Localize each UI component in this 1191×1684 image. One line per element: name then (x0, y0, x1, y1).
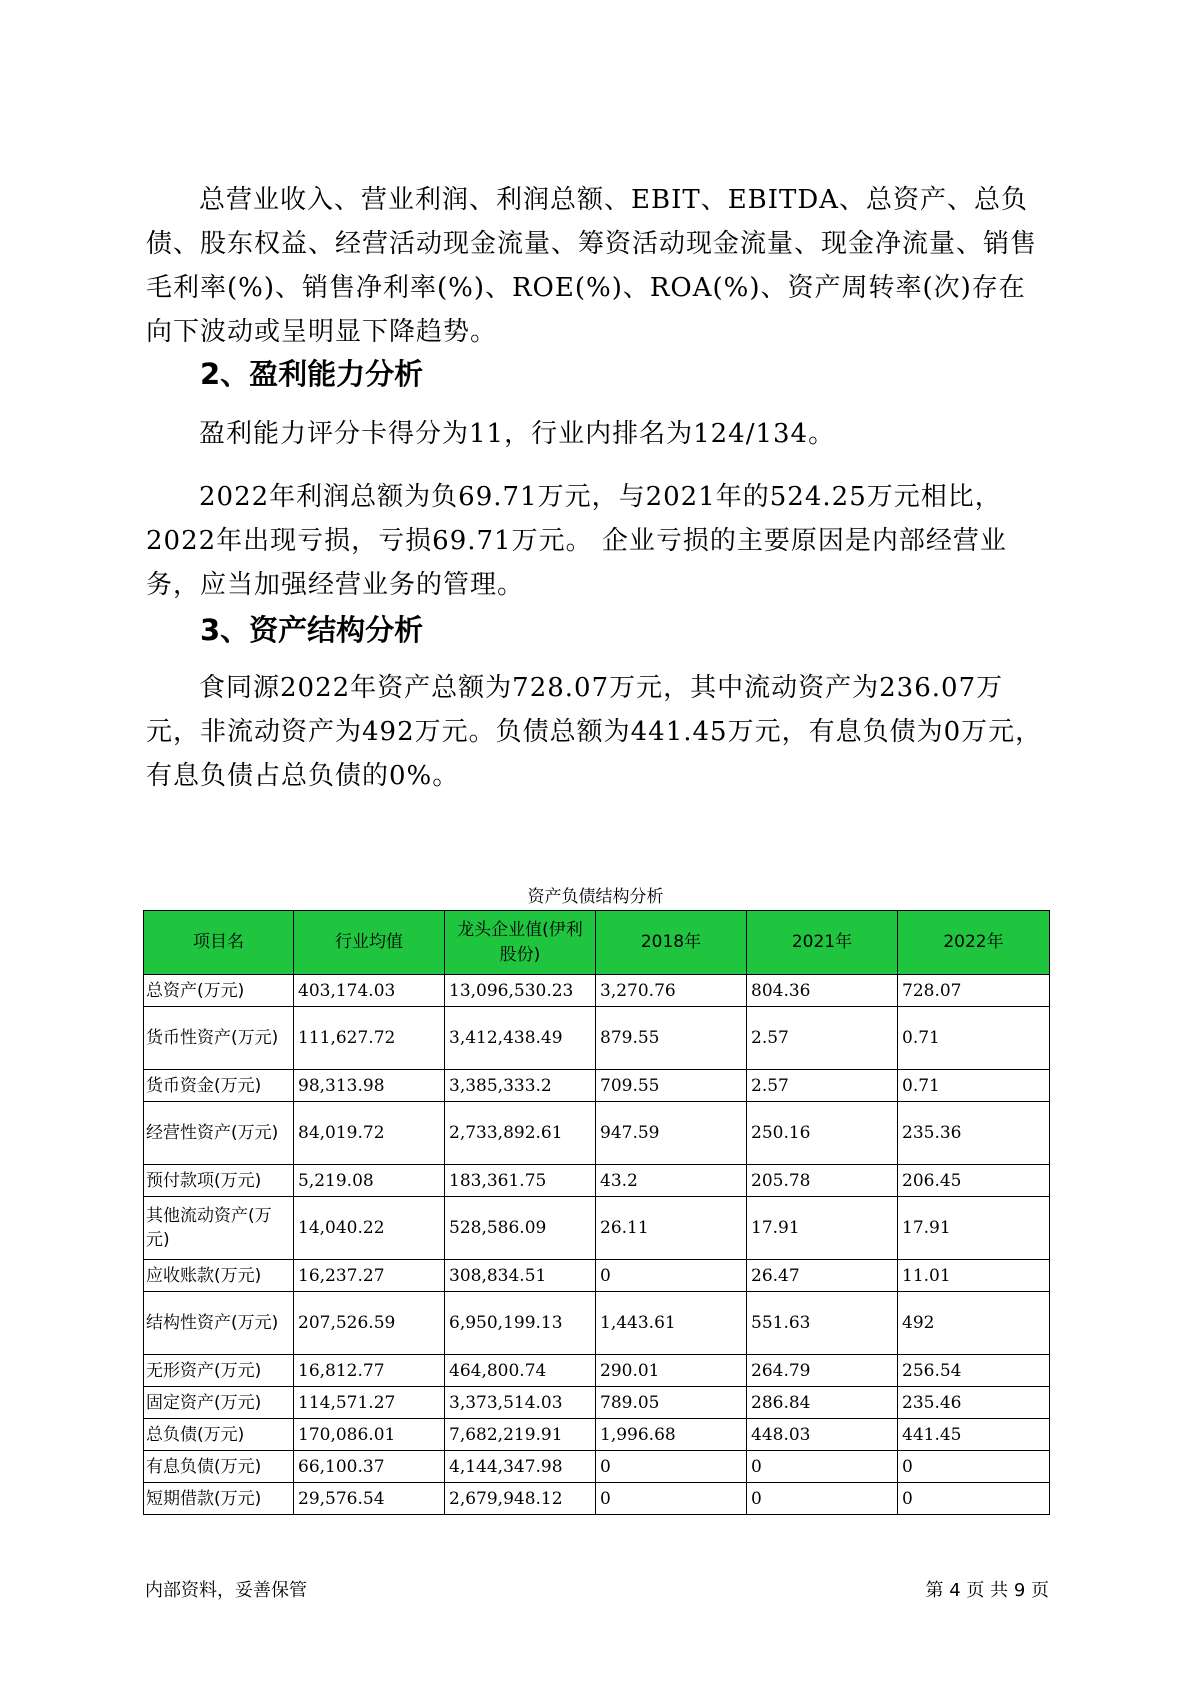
table-cell: 528,586.09 (445, 1197, 596, 1260)
table-cell: 14,040.22 (294, 1197, 445, 1260)
table-cell: 111,627.72 (294, 1007, 445, 1070)
row-label: 其他流动资产(万元) (144, 1197, 294, 1260)
row-label: 有息负债(万元) (144, 1451, 294, 1483)
table-row (144, 1451, 1050, 1483)
table-cell: 43.2 (596, 1165, 747, 1197)
table-cell: 16,237.27 (294, 1260, 445, 1292)
table-cell: 13,096,530.23 (445, 975, 596, 1007)
section-heading-profitability: 2、盈利能力分析 (200, 357, 424, 391)
table-cell: 492 (898, 1292, 1050, 1355)
column-header: 2018年 (596, 911, 747, 975)
table-cell: 114,571.27 (294, 1387, 445, 1419)
table-cell: 26.47 (747, 1260, 898, 1292)
table-row (144, 1007, 1050, 1070)
table-cell: 879.55 (596, 1007, 747, 1070)
table-row (144, 1387, 1050, 1419)
table-cell: 7,682,219.91 (445, 1419, 596, 1451)
table-cell: 403,174.03 (294, 975, 445, 1007)
table-cell: 0 (596, 1483, 747, 1515)
column-header: 项目名 (144, 911, 294, 975)
row-label: 货币资金(万元) (144, 1070, 294, 1102)
table-cell: 804.36 (747, 975, 898, 1007)
table-cell: 728.07 (898, 975, 1050, 1007)
table-row (144, 975, 1050, 1007)
table-cell: 290.01 (596, 1355, 747, 1387)
table-cell: 3,373,514.03 (445, 1387, 596, 1419)
table-cell: 0 (898, 1451, 1050, 1483)
table-cell: 5,219.08 (294, 1165, 445, 1197)
profit-paragraph: 2022年利润总额为负69.71万元，与2021年的524.25万元相比，2022年出现亏损，亏损69.71万元。 企业亏损的主要原因是内部经营业务，应当加强经营业务的管理。 (146, 482, 1007, 600)
section-heading-asset-structure: 3、资产结构分析 (200, 613, 424, 647)
table-cell: 789.05 (596, 1387, 747, 1419)
row-label: 固定资产(万元) (144, 1387, 294, 1419)
row-label: 结构性资产(万元) (144, 1292, 294, 1355)
column-header: 2022年 (898, 911, 1050, 975)
table-cell: 0.71 (898, 1070, 1050, 1102)
table-cell: 98,313.98 (294, 1070, 445, 1102)
table-row (144, 1419, 1050, 1451)
table-cell: 3,412,438.49 (445, 1007, 596, 1070)
balance-structure-table (143, 910, 1050, 1515)
table-cell: 4,144,347.98 (445, 1451, 596, 1483)
column-header: 行业均值 (294, 911, 445, 975)
table-cell: 0 (747, 1451, 898, 1483)
table-cell: 205.78 (747, 1165, 898, 1197)
table-cell: 441.45 (898, 1419, 1050, 1451)
table-cell: 17.91 (747, 1197, 898, 1260)
table-cell: 0 (898, 1483, 1050, 1515)
table-cell: 11.01 (898, 1260, 1050, 1292)
intro-paragraph: 总营业收入、营业利润、利润总额、EBIT、EBITDA、总资产、总负债、股东权益、经营活动现金流量、筹资活动现金流量、现金净流量、销售毛利率(%)、销售净利率(%)、ROE(%)、ROA(%)、资产周转率(次)存在向下波动或呈明显下降趋势。 (146, 185, 1038, 347)
table-cell: 250.16 (747, 1102, 898, 1165)
table-cell: 84,019.72 (294, 1102, 445, 1165)
row-label: 无形资产(万元) (144, 1355, 294, 1387)
table-row (144, 1197, 1050, 1260)
table-cell: 551.63 (747, 1292, 898, 1355)
table-row (144, 1165, 1050, 1197)
confidential-footer: 内部资料，妥善保管 (145, 1580, 307, 1601)
table-cell: 235.36 (898, 1102, 1050, 1165)
table-cell: 26.11 (596, 1197, 747, 1260)
table-cell: 16,812.77 (294, 1355, 445, 1387)
table-cell: 235.46 (898, 1387, 1050, 1419)
table-row (144, 1102, 1050, 1165)
profitability-score-paragraph: 盈利能力评分卡得分为11，行业内排名为124/134。 (199, 419, 836, 449)
column-header: 2021年 (747, 911, 898, 975)
row-label: 应收账款(万元) (144, 1260, 294, 1292)
table-row (144, 1070, 1050, 1102)
table-cell: 6,950,199.13 (445, 1292, 596, 1355)
table-cell: 1,996.68 (596, 1419, 747, 1451)
table-cell: 3,270.76 (596, 975, 747, 1007)
table-cell: 709.55 (596, 1070, 747, 1102)
table-cell: 3,385,333.2 (445, 1070, 596, 1102)
table-cell: 2,733,892.61 (445, 1102, 596, 1165)
page-number: 第 4 页 共 9 页 (925, 1580, 1049, 1601)
table-cell: 17.91 (898, 1197, 1050, 1260)
table-cell: 66,100.37 (294, 1451, 445, 1483)
row-label: 货币性资产(万元) (144, 1007, 294, 1070)
row-label: 预付款项(万元) (144, 1165, 294, 1197)
table-row (144, 1260, 1050, 1292)
table-cell: 286.84 (747, 1387, 898, 1419)
table-cell: 0 (596, 1260, 747, 1292)
table-cell: 170,086.01 (294, 1419, 445, 1451)
table-header-row (144, 911, 1050, 975)
row-label: 短期借款(万元) (144, 1483, 294, 1515)
row-label: 总资产(万元) (144, 975, 294, 1007)
table-cell: 2.57 (747, 1070, 898, 1102)
table-row (144, 1292, 1050, 1355)
table-cell: 308,834.51 (445, 1260, 596, 1292)
table-cell: 29,576.54 (294, 1483, 445, 1515)
table-cell: 183,361.75 (445, 1165, 596, 1197)
table-cell: 0.71 (898, 1007, 1050, 1070)
row-label: 总负债(万元) (144, 1419, 294, 1451)
table-cell: 264.79 (747, 1355, 898, 1387)
table-row (144, 1355, 1050, 1387)
table-row (144, 1483, 1050, 1515)
table-cell: 448.03 (747, 1419, 898, 1451)
table-cell: 464,800.74 (445, 1355, 596, 1387)
row-label: 经营性资产(万元) (144, 1102, 294, 1165)
table-cell: 2,679,948.12 (445, 1483, 596, 1515)
table-cell: 1,443.61 (596, 1292, 747, 1355)
table-cell: 947.59 (596, 1102, 747, 1165)
column-header: 龙头企业值(伊利股份) (445, 911, 596, 975)
table-cell: 0 (747, 1483, 898, 1515)
table-cell: 207,526.59 (294, 1292, 445, 1355)
table-caption: 资产负债结构分析 (527, 887, 664, 907)
table-cell: 206.45 (898, 1165, 1050, 1197)
asset-structure-paragraph: 食同源2022年资产总额为728.07万元，其中流动资产为236.07万元，非流动资产为492万元。负债总额为441.45万元，有息负债为0万元，有息负债占总负债的0%。 (146, 673, 1043, 791)
table-cell: 0 (596, 1451, 747, 1483)
table-cell: 256.54 (898, 1355, 1050, 1387)
table-cell: 2.57 (747, 1007, 898, 1070)
